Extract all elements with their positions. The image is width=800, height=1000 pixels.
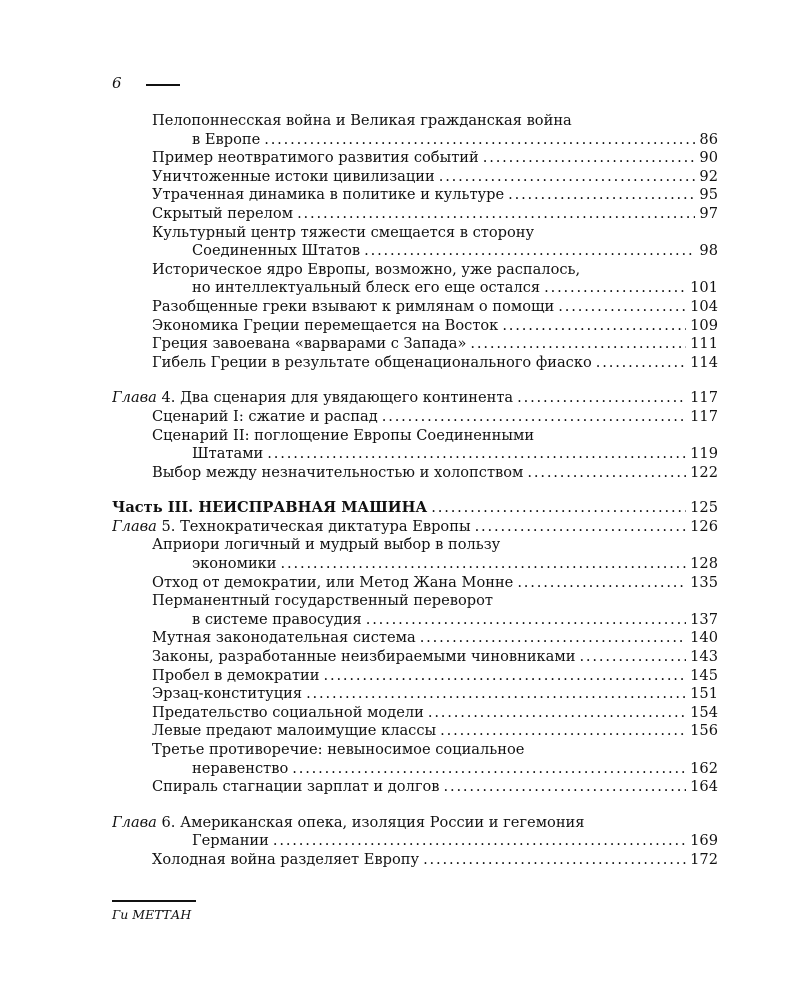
- toc-page-number: 169: [690, 832, 718, 850]
- dot-leader: [483, 149, 696, 168]
- toc-entry-title: [152, 168, 435, 187]
- toc-entry-text: Культурный центр тяжести смещается в сторону: [152, 223, 535, 241]
- dot-leader: [297, 205, 695, 224]
- toc-line: [112, 317, 718, 336]
- dot-leader: [439, 168, 696, 187]
- toc-entry-title: [112, 389, 513, 408]
- toc-entry-title: [152, 629, 416, 648]
- toc-line: [112, 112, 718, 131]
- dot-leader: [324, 667, 687, 686]
- toc-line: [112, 741, 718, 760]
- toc-entry-text: Германии: [192, 832, 269, 850]
- toc-line: [112, 224, 718, 243]
- toc-entry-title: [152, 205, 293, 224]
- dot-leader: [364, 242, 695, 261]
- chapter-prefix: Глава: [112, 517, 157, 535]
- toc-line: [112, 186, 718, 205]
- toc-line: [112, 335, 718, 354]
- toc-part-heading: [112, 499, 718, 518]
- toc-entry-text: Законы, разработанные неизбираемыми чиновниками: [152, 648, 576, 666]
- toc-page-number: 140: [690, 629, 718, 647]
- toc-line: [112, 832, 718, 851]
- toc-line: [112, 149, 718, 168]
- toc-chapter-line: [112, 518, 718, 537]
- dot-leader: [423, 851, 686, 870]
- toc-entry-text: Скрытый перелом: [152, 204, 294, 222]
- dot-leader: [281, 555, 687, 574]
- toc-entry-title: [152, 778, 440, 797]
- toc-entry-title: [192, 611, 362, 630]
- toc-entry-text: в Европе: [192, 130, 261, 148]
- toc-page-number: 151: [690, 685, 718, 703]
- toc-entry-text: 6. Американская опека, изоляция России и гегемония: [161, 813, 585, 831]
- toc-entry-title: [152, 261, 580, 280]
- toc-entry-title: [152, 427, 534, 446]
- dot-leader: [558, 298, 686, 317]
- section-gap: [112, 372, 718, 389]
- toc-entry-text: Уничтоженные истоки цивилизации: [152, 167, 435, 185]
- toc-page-number: 135: [690, 573, 718, 591]
- dot-leader: [517, 389, 686, 408]
- toc-entry-text: Соединенных Штатов: [192, 242, 361, 260]
- toc-line: [112, 704, 718, 723]
- dot-leader: [420, 629, 686, 648]
- chapter-prefix: Глава: [112, 389, 157, 407]
- toc-page-number: 172: [690, 850, 718, 868]
- toc-line: [112, 611, 718, 630]
- toc-line: [112, 760, 718, 779]
- toc-line: [112, 778, 718, 797]
- dot-leader: [470, 335, 686, 354]
- dot-leader: [306, 685, 686, 704]
- toc-entry-text: Отход от демократии, или Метод Жана Монне: [152, 573, 514, 591]
- toc-page-number: 122: [690, 463, 718, 481]
- toc-entry-text: Пробел в демократии: [152, 666, 320, 684]
- toc-entry-title: [152, 648, 575, 667]
- toc-entry-text: Эрзац-конституция: [152, 685, 303, 703]
- toc-page-number: 90: [699, 149, 718, 167]
- toc-chapter-line: [112, 814, 718, 833]
- dot-leader: [596, 354, 686, 373]
- section-gap: [112, 797, 718, 814]
- dot-leader: [475, 518, 687, 537]
- toc-page-number: 109: [690, 316, 718, 334]
- toc-page-number: 117: [690, 389, 718, 407]
- toc-entry-title: [152, 851, 419, 870]
- toc-entry-title: [152, 592, 493, 611]
- toc-line: [112, 279, 718, 298]
- toc-entry-title: [152, 224, 534, 243]
- toc-entry-text: экономики: [192, 555, 277, 573]
- toc-line: [112, 261, 718, 280]
- toc-line: [112, 555, 718, 574]
- page-number-rule: [146, 84, 180, 86]
- dot-leader: [544, 279, 686, 298]
- toc-page-number: 125: [690, 499, 718, 517]
- toc-entry-text: Спираль стагнации зарплат и долгов: [152, 778, 440, 796]
- toc-page-number: 95: [699, 186, 718, 204]
- toc-line: [112, 536, 718, 555]
- toc-entry-text: Сценарий I: сжатие и распад: [152, 407, 378, 425]
- toc-line: [112, 667, 718, 686]
- dot-leader: [444, 778, 687, 797]
- toc-entry-title: [112, 814, 585, 833]
- footer-rule: [112, 900, 196, 902]
- toc-entry-title: [192, 555, 277, 574]
- dot-leader: [502, 317, 686, 336]
- toc-line: [112, 629, 718, 648]
- toc-line: [112, 205, 718, 224]
- dot-leader: [292, 760, 686, 779]
- toc-line: [112, 298, 718, 317]
- toc-entry-title: [152, 464, 523, 483]
- toc-page-number: 126: [690, 517, 718, 535]
- toc-line: [112, 722, 718, 741]
- toc-entry-title: [152, 186, 504, 205]
- toc-page-number: 86: [699, 130, 718, 148]
- toc-entry-title: [192, 131, 260, 150]
- toc-page-number: 145: [690, 666, 718, 684]
- toc-page-number: 92: [699, 167, 718, 185]
- dot-leader: [382, 408, 686, 427]
- toc-entry-title: [112, 518, 471, 537]
- dot-leader: [264, 131, 695, 150]
- toc-entry-text: но интеллектуальный блеск его еще остался: [192, 279, 541, 297]
- toc-chapter-line: [112, 389, 718, 408]
- toc-entry-text: Холодная война разделяет Европу: [152, 850, 420, 868]
- section-gap: [112, 482, 718, 499]
- toc-entry-title: [152, 536, 500, 555]
- toc-line: [112, 131, 718, 150]
- toc-page-number: 104: [690, 297, 718, 315]
- toc-entry-text: Часть III. НЕИСПРАВНАЯ МАШИНА: [112, 499, 428, 517]
- toc-page-number: 111: [690, 335, 718, 353]
- toc-entry-text: Гибель Греции в результате общенационального фиаско: [152, 353, 592, 371]
- toc-entry-title: [192, 279, 540, 298]
- toc-entry-text: Греция завоевана «варварами с Запада»: [152, 335, 467, 353]
- table-of-contents: [112, 112, 718, 870]
- toc-line: [112, 445, 718, 464]
- toc-entry-text: Штатами: [192, 445, 264, 463]
- toc-page-number: 98: [699, 242, 718, 260]
- toc-entry-title: [112, 499, 427, 518]
- toc-entry-title: [152, 722, 436, 741]
- toc-line: [112, 592, 718, 611]
- toc-entry-text: Пелопоннесская война и Великая гражданская война: [152, 112, 572, 129]
- chapter-prefix: Глава: [112, 813, 157, 831]
- toc-entry-text: 4. Два сценария для увядающего континента: [161, 389, 514, 407]
- toc-entry-text: Перманентный государственный переворот: [152, 592, 493, 610]
- toc-entry-title: [152, 149, 479, 168]
- toc-entry-title: [152, 298, 554, 317]
- dot-leader: [517, 574, 686, 593]
- toc-page-number: 97: [699, 204, 718, 222]
- toc-entry-text: Выбор между незначительностью и холопством: [152, 463, 524, 481]
- toc-entry-title: [152, 741, 524, 760]
- dot-leader: [273, 832, 686, 851]
- toc-line: [112, 242, 718, 261]
- toc-entry-text: Третье противоречие: невыносимое социальное: [152, 741, 525, 758]
- toc-entry-text: Мутная законодательная система: [152, 629, 416, 647]
- toc-entry-title: [192, 445, 263, 464]
- dot-leader: [428, 704, 686, 723]
- toc-line: [112, 408, 718, 427]
- toc-entry-title: [152, 685, 302, 704]
- toc-page-number: 117: [690, 407, 718, 425]
- toc-entry-title: [152, 408, 378, 427]
- toc-page-number: 114: [690, 353, 718, 371]
- dot-leader: [579, 648, 686, 667]
- toc-line: [112, 648, 718, 667]
- toc-page-number: 137: [690, 610, 718, 628]
- toc-page-number: 143: [690, 648, 718, 666]
- toc-line: [112, 574, 718, 593]
- toc-page-number: 162: [690, 759, 718, 777]
- toc-entry-title: [152, 317, 498, 336]
- toc-entry-title: [152, 667, 320, 686]
- toc-line: [112, 168, 718, 187]
- toc-line: [112, 427, 718, 446]
- toc-entry-title: [152, 574, 513, 593]
- toc-entry-title: [152, 704, 424, 723]
- toc-entry-text: 5. Технократическая диктатура Европы: [161, 517, 471, 535]
- toc-entry-text: Разобщенные греки взывают к римлянам о помощи: [152, 297, 555, 315]
- toc-page-number: 164: [690, 778, 718, 796]
- running-footer: Ги МЕТТАН: [112, 907, 192, 922]
- toc-page-number: 154: [690, 703, 718, 721]
- toc-page-number: 156: [690, 722, 718, 740]
- toc-line: [112, 685, 718, 704]
- toc-line: [112, 464, 718, 483]
- dot-leader: [366, 611, 686, 630]
- toc-entry-title: [192, 760, 288, 779]
- dot-leader: [508, 186, 695, 205]
- toc-entry-title: [152, 335, 466, 354]
- toc-page-number: 119: [690, 445, 718, 463]
- dot-leader: [267, 445, 686, 464]
- dot-leader: [440, 722, 686, 741]
- dot-leader: [431, 499, 686, 518]
- toc-entry-text: Пример неотвратимого развития событий: [152, 149, 479, 167]
- toc-entry-text: Утраченная динамика в политике и культуре: [152, 186, 505, 204]
- toc-entry-title: [152, 354, 592, 373]
- toc-entry-text: Экономика Греции перемещается на Восток: [152, 316, 499, 334]
- toc-page-number: 101: [690, 279, 718, 297]
- toc-entry-text: в системе правосудия: [192, 610, 362, 628]
- toc-entry-text: Предательство социальной модели: [152, 703, 424, 721]
- toc-entry-title: [152, 112, 572, 131]
- toc-entry-title: [192, 242, 360, 261]
- toc-entry-text: неравенство: [192, 759, 289, 777]
- toc-entry-text: Априори логичный и мудрый выбор в пользу: [152, 536, 501, 554]
- toc-entry-text: Левые предают малоимущие классы: [152, 722, 437, 740]
- toc-page-number: 128: [690, 555, 718, 573]
- toc-line: [112, 851, 718, 870]
- page-number: 6: [112, 74, 122, 92]
- toc-entry-title: [192, 832, 269, 851]
- toc-entry-text: Сценарий II: поглощение Европы Соединенными: [152, 426, 535, 444]
- dot-leader: [527, 464, 686, 483]
- toc-line: [112, 354, 718, 373]
- toc-entry-text: Историческое ядро Европы, возможно, уже распалось,: [152, 260, 581, 278]
